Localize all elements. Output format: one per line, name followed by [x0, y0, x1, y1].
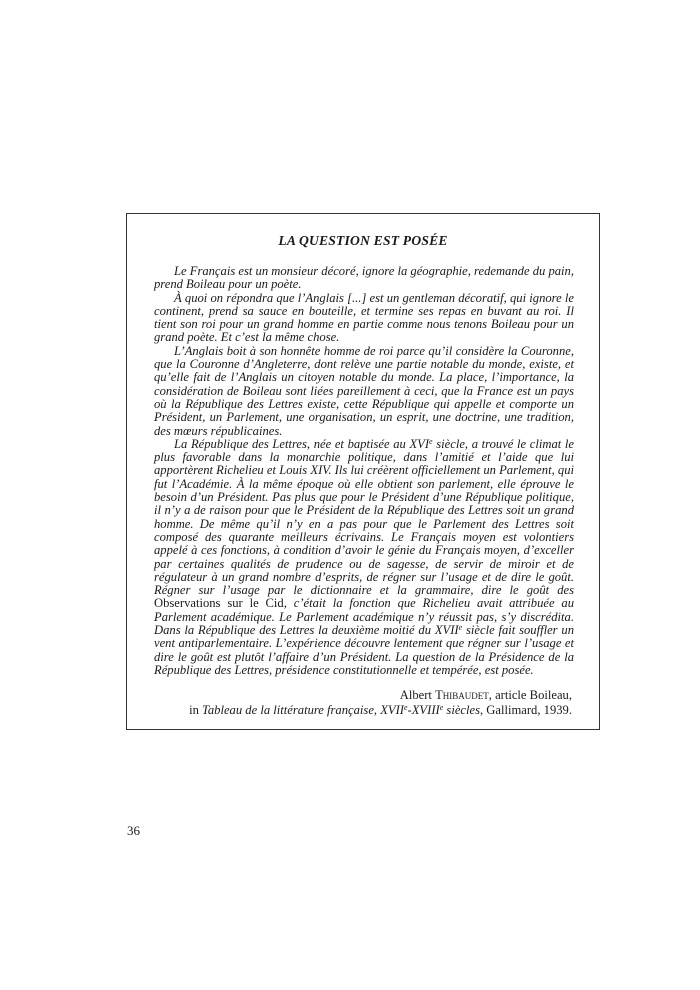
- quote-body: [154, 265, 574, 677]
- paragraph-2: [154, 292, 574, 345]
- paragraph-4: [154, 438, 574, 677]
- book-title-text: Tableau de la littérature française, XVII: [202, 702, 404, 717]
- book-title: [202, 703, 480, 717]
- century-superscript: e: [429, 436, 433, 446]
- credit-line-2: [189, 703, 572, 718]
- paragraph-4-text-c: , c’était la fonction que Richelieu avait attribuée au Parlement académique. Le Parlement académique n’y réussit pas, s’y discrédita. Dans la République des Lettres la deuxième moitié du XVII: [154, 596, 575, 638]
- box-title: LA QUESTION EST POSÉE: [278, 233, 448, 248]
- credit-publisher: , Gallimard, 1939.: [480, 702, 572, 717]
- book-sup-1: e: [403, 702, 408, 712]
- source-credit: [189, 688, 572, 717]
- paragraph-4-text-d: siècle fait souffler un vent antiparlementaire. L’expérience découvre lentement que régner sur l’usage et dire le goût est plutôt l’affaire d’un Président. La question de la Présidence de la République des Lettres, présidence constitutionnelle et tempérée, est posée.: [154, 623, 574, 677]
- work-title-observations: Observations sur le Cid: [154, 596, 284, 611]
- page-number: 36: [127, 823, 140, 838]
- paragraph-2-text: À quoi on répondra que l’Anglais [...] est un gentleman décoratif, qui ignore le continent, prend sa sauce en bouteille, et termine ses repas en buvant au roi. Il tient son roi pour un grand homme en partie comme nous tenons Boileau pour un grand poète. Et c’est la même chose.: [154, 290, 574, 345]
- quote-box: [126, 213, 600, 730]
- book-title-mid: -XVIII: [407, 702, 440, 717]
- book-sup-2: e: [439, 702, 444, 712]
- credit-in: in: [189, 702, 203, 717]
- century-superscript-2: e: [458, 623, 463, 633]
- author-first-name: Albert: [399, 688, 432, 702]
- paragraph-3-text: L’Anglais boit à son honnête homme de roi parce qu’il considère la Couronne, que la Couronne d’Angleterre, dont relève une partie notable du monde, existe, et qu’elle fait de l’Anglais un citoyen notable du monde. La place, l’importance, la considération de Boileau sont liées pareillement à ceci, que la France est un pays où la République des Lettres existe, cette République qui appelle et comporte un Président, un Parlement, une organisation, un esprit, une doctrine, une tradition, des mœurs républicaines.: [154, 343, 574, 438]
- book-title-end: siècles: [443, 702, 480, 717]
- paragraph-1: [154, 265, 574, 292]
- credit-line-1: [189, 688, 572, 703]
- paragraph-4-text-a: La République des Lettres, née et baptisée au XVI: [174, 436, 430, 451]
- paragraph-4-text-b: siècle, a trouvé le climat le plus favorable dans la monarchie politique, dans l’amitié et l’aide que lui apportèrent Richelieu et Louis XIV. Ils lui créèrent officiellement un Parlement, qui fut l’Académie. À la même époque où elle obtient son parlement, elle éprouve le besoin d’un Président. Pas plus que pour le Président d’une République politique, il n’y a de raison pour que le Président de la République des Lettres soit un grand homme. De même qu’il n’y en a pas pour que le Parlement des Lettres soit composé des quarante meilleurs écrivains. Le Français moyen est volontiers appelé à ces fonctions, à condition d’avoir le génie du Français moyen, d’exceller par certaines qualités de prudence ou de sagesse, de servir de miroir et de régulateur à un grand nombre d’esprits, de régner sur l’usage et de dire le goût. Régner sur l’usage par le dictionnaire et la grammaire, dire le goût des: [154, 436, 574, 598]
- credit-article: , article Boileau,: [488, 688, 572, 702]
- paragraph-3: [154, 345, 574, 438]
- author-last-name: Thibaudet: [435, 688, 489, 702]
- paragraph-1-text: Le Français est un monsieur décoré, ignore la géographie, redemande du pain, prend Boileau pour un poète.: [154, 264, 574, 292]
